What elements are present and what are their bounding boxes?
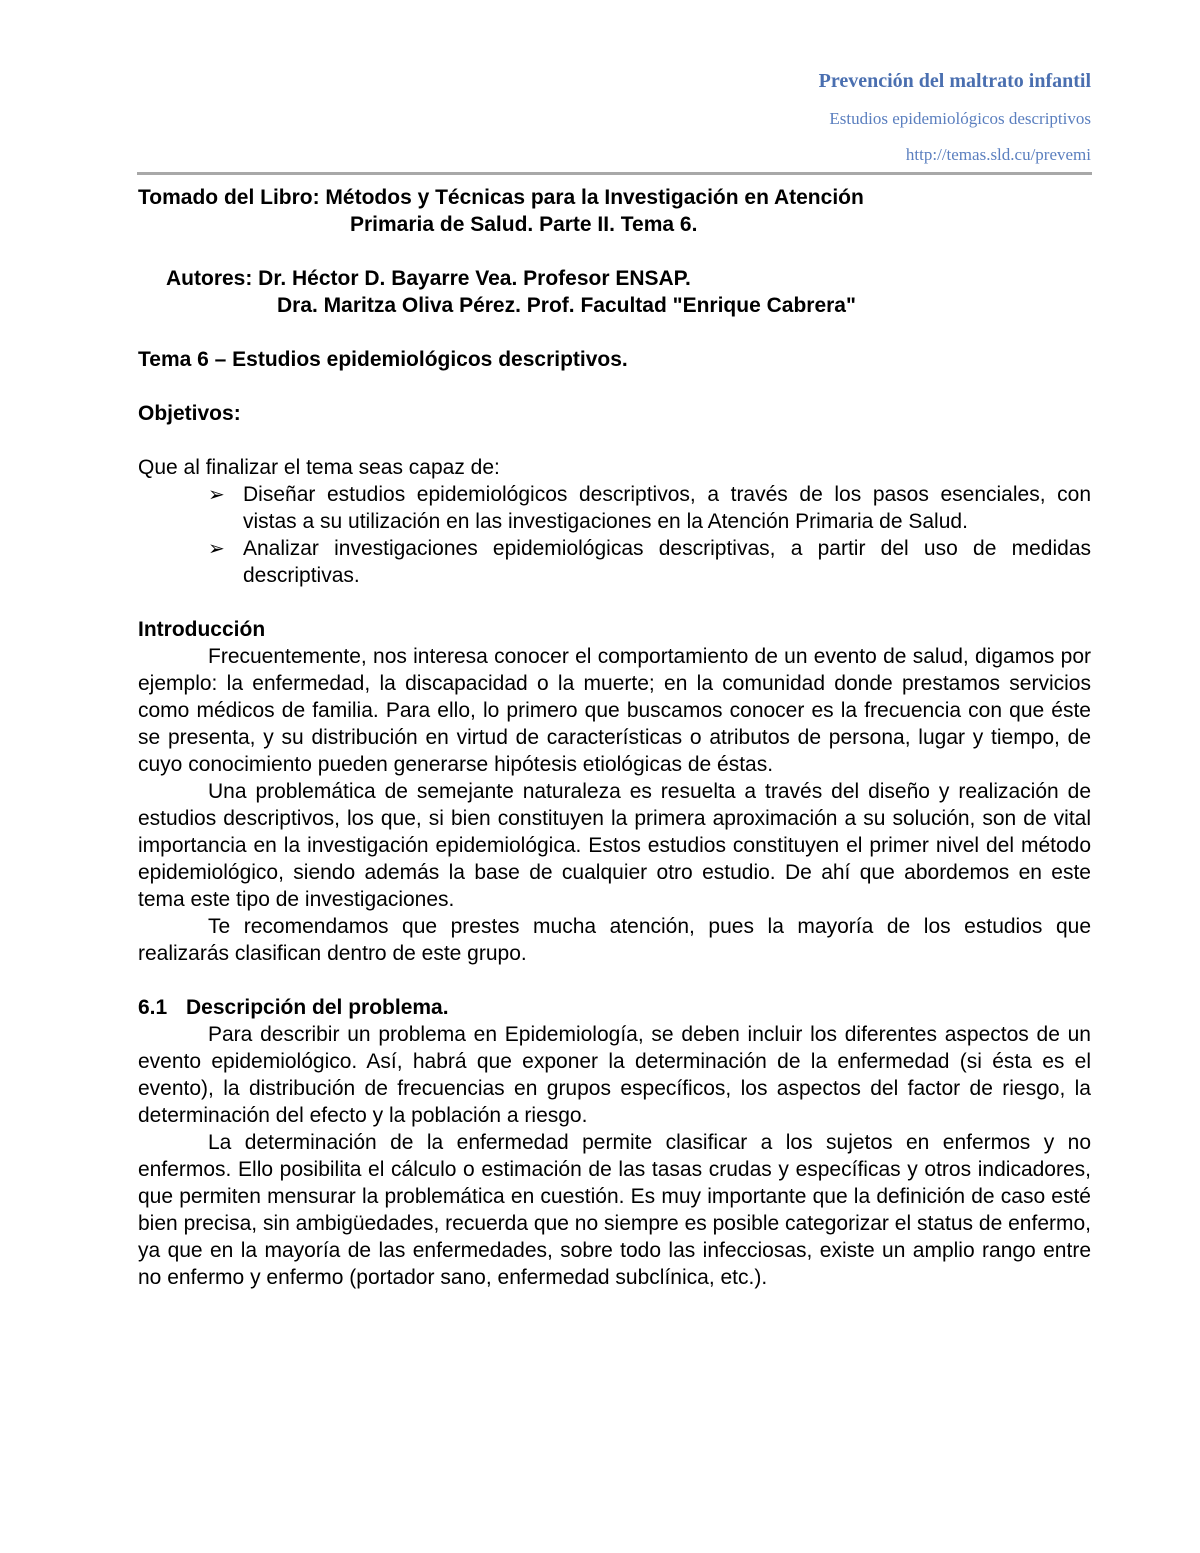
source-line-1: Tomado del Libro: Métodos y Técnicas para la Investigación en Atención: [138, 186, 864, 209]
section-paragraph: Para describir un problema en Epidemiología, se deben incluir los diferentes aspectos de un evento epidemiológico. Así, habrá que exponer la determinación de la enfermedad (si ésta es el evento), la distribución de frecuencias en grupos específicos, los aspectos del factor de riesgo, la determinación del efecto y la población a riesgo.: [138, 1023, 1091, 1127]
list-item: [138, 481, 1091, 535]
section-heading: [138, 994, 1091, 1021]
objectives-intro: Que al finalizar el tema seas capaz de:: [138, 456, 500, 479]
list-item: [138, 535, 1091, 589]
objectives-heading: Objetivos:: [138, 402, 241, 425]
header-url[interactable]: http://temas.sld.cu/prevemi: [905, 145, 1091, 164]
topic-title: Tema 6 – Estudios epidemiológicos descriptivos.: [138, 348, 628, 371]
section-paragraph: La determinación de la enfermedad permite clasificar a los sujetos en enfermos y no enfermos. Ello posibilita el cálculo o estimación de las tasas crudas y específicas y otros indicadores, que permiten mensurar la problemática en cuestión. Es muy importante que la definición de caso esté bien precisa, sin ambigüedades, recuerda que no siempre es posible categorizar el status de enfermo, ya que en la mayoría de las enfermedades, sobre todo las infecciosas, existe un amplio rango entre no enfermo y enfermo (portador sano, enfermedad subclínica, etc.).: [138, 1131, 1091, 1289]
arrowhead-bullet-icon: ➢: [208, 482, 225, 506]
introduction-paragraph: Te recomendamos que prestes mucha atención, pues la mayoría de los estudios que realizarás clasifican dentro de este grupo.: [138, 915, 1091, 965]
objective-text: Diseñar estudios epidemiológicos descriptivos, a través de los pasos esenciales, con vistas a su utilización en las investigaciones en la Atención Primaria de Salud.: [243, 483, 1091, 533]
header-divider: [137, 172, 1092, 175]
objectives-list: [138, 481, 1091, 589]
document-body: [138, 184, 1091, 1291]
section-title: Descripción del problema.: [186, 996, 449, 1019]
introduction-paragraph: Frecuentemente, nos interesa conocer el comportamiento de un evento de salud, digamos por ejemplo: la enfermedad, la discapacidad o la muerte; en la comunidad donde prestamos servicios como médicos de familia. Para ello, lo primero que buscamos conocer es la frecuencia con que éste se presenta, y su distribución en virtud de características o atributos de persona, lugar y tiempo, de cuyo conocimiento pueden generarse hipótesis etiológicas de éstas.: [138, 645, 1091, 776]
objective-text: Analizar investigaciones epidemiológicas descriptivas, a partir del uso de medidas descriptivas.: [243, 537, 1091, 587]
arrowhead-bullet-icon: ➢: [208, 536, 225, 560]
introduction-paragraph: Una problemática de semejante naturaleza es resuelta a través del diseño y realización de estudios descriptivos, los que, si bien constituyen la primera aproximación a su solución, son de vital importancia en la investigación epidemiológica. Estos estudios constituyen el primer nivel del método epidemiológico, siendo además la base de cualquier otro estudio. De ahí que abordemos en este tema este tipo de investigaciones.: [138, 780, 1091, 911]
authors-line-1: Autores: Dr. Héctor D. Bayarre Vea. Profesor ENSAP.: [166, 267, 691, 290]
header-subtitle: Estudios epidemiológicos descriptivos: [829, 109, 1091, 128]
section-number: 6.1: [138, 996, 168, 1019]
source-line-2: Primaria de Salud. Parte II. Tema 6.: [350, 213, 698, 236]
header-title: Prevención del maltrato infantil: [818, 70, 1091, 92]
introduction-heading: Introducción: [138, 618, 266, 641]
authors-line-2: Dra. Maritza Oliva Pérez. Prof. Facultad "Enrique Cabrera": [277, 294, 856, 317]
